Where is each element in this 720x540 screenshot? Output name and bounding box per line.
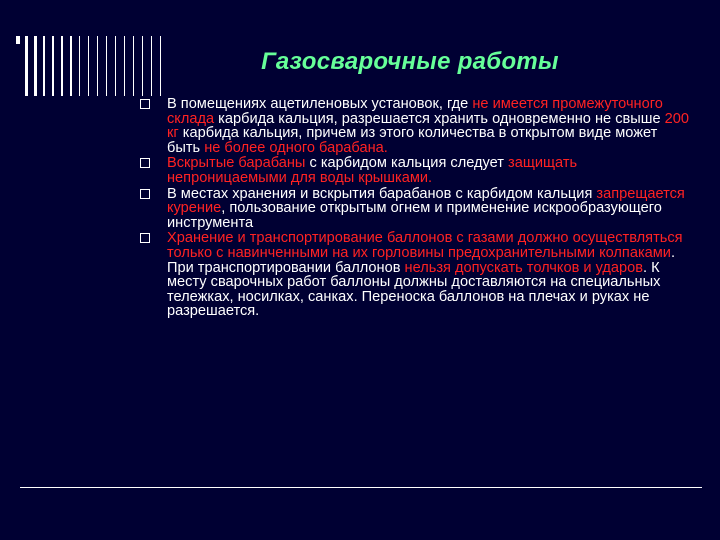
bullet-text: карбида кальция, разрешается хранить одновременно не свыше <box>214 110 665 127</box>
hollow-square-bullet-icon <box>140 189 150 199</box>
emphasized-text: 200 кг <box>167 110 689 142</box>
emphasized-text: Вскрытые барабаны <box>167 155 306 172</box>
bullet-text: с карбидом кальция следует <box>305 155 509 172</box>
bullet-text: карбида кальция, причем из этого количества в открытом виде может быть <box>167 125 658 156</box>
hollow-square-bullet-icon <box>140 233 150 243</box>
slide-title: Газосварочные работы <box>261 48 559 75</box>
bullet-text: , пользование открытым огнем и применение искрообразующего инструмента <box>167 200 662 231</box>
bullet-text: . К месту сварочных работ баллоны должны доставляются на специальных тележках, носилках, санках. Переноска баллонов на плечах и руках не разрешается. <box>167 259 661 320</box>
bullet-list <box>140 97 690 320</box>
bullet-item <box>140 156 690 185</box>
bullet-text: В помещениях ацетиленовых установок, где <box>167 96 473 112</box>
emphasized-text: нельзя допускать толчков и ударов <box>404 259 644 276</box>
bottom-divider <box>20 487 702 488</box>
emphasized-text: не имеется промежуточного склада <box>167 96 663 127</box>
hollow-square-bullet-icon <box>140 158 150 168</box>
emphasized-text: запрещается курение <box>167 185 685 217</box>
bullet-item <box>140 97 690 155</box>
bullet-text: В местах хранения и вскрытия барабанов с карбидом кальция <box>167 185 597 202</box>
emphasized-text: защищать непроницаемыми для воды крышками. <box>167 155 578 186</box>
bullet-text: . При транспортировании баллонов <box>167 244 676 276</box>
decoration-bar <box>16 36 20 44</box>
hollow-square-bullet-icon <box>140 99 150 109</box>
bullet-item <box>140 187 690 231</box>
bullet-item <box>140 231 690 319</box>
emphasized-text: не более одного барабана. <box>204 139 388 156</box>
emphasized-text: Хранение и транспортирование баллонов с газами должно осуществляться только с навинченными на их горловины предохранительными колпаками <box>167 230 683 261</box>
